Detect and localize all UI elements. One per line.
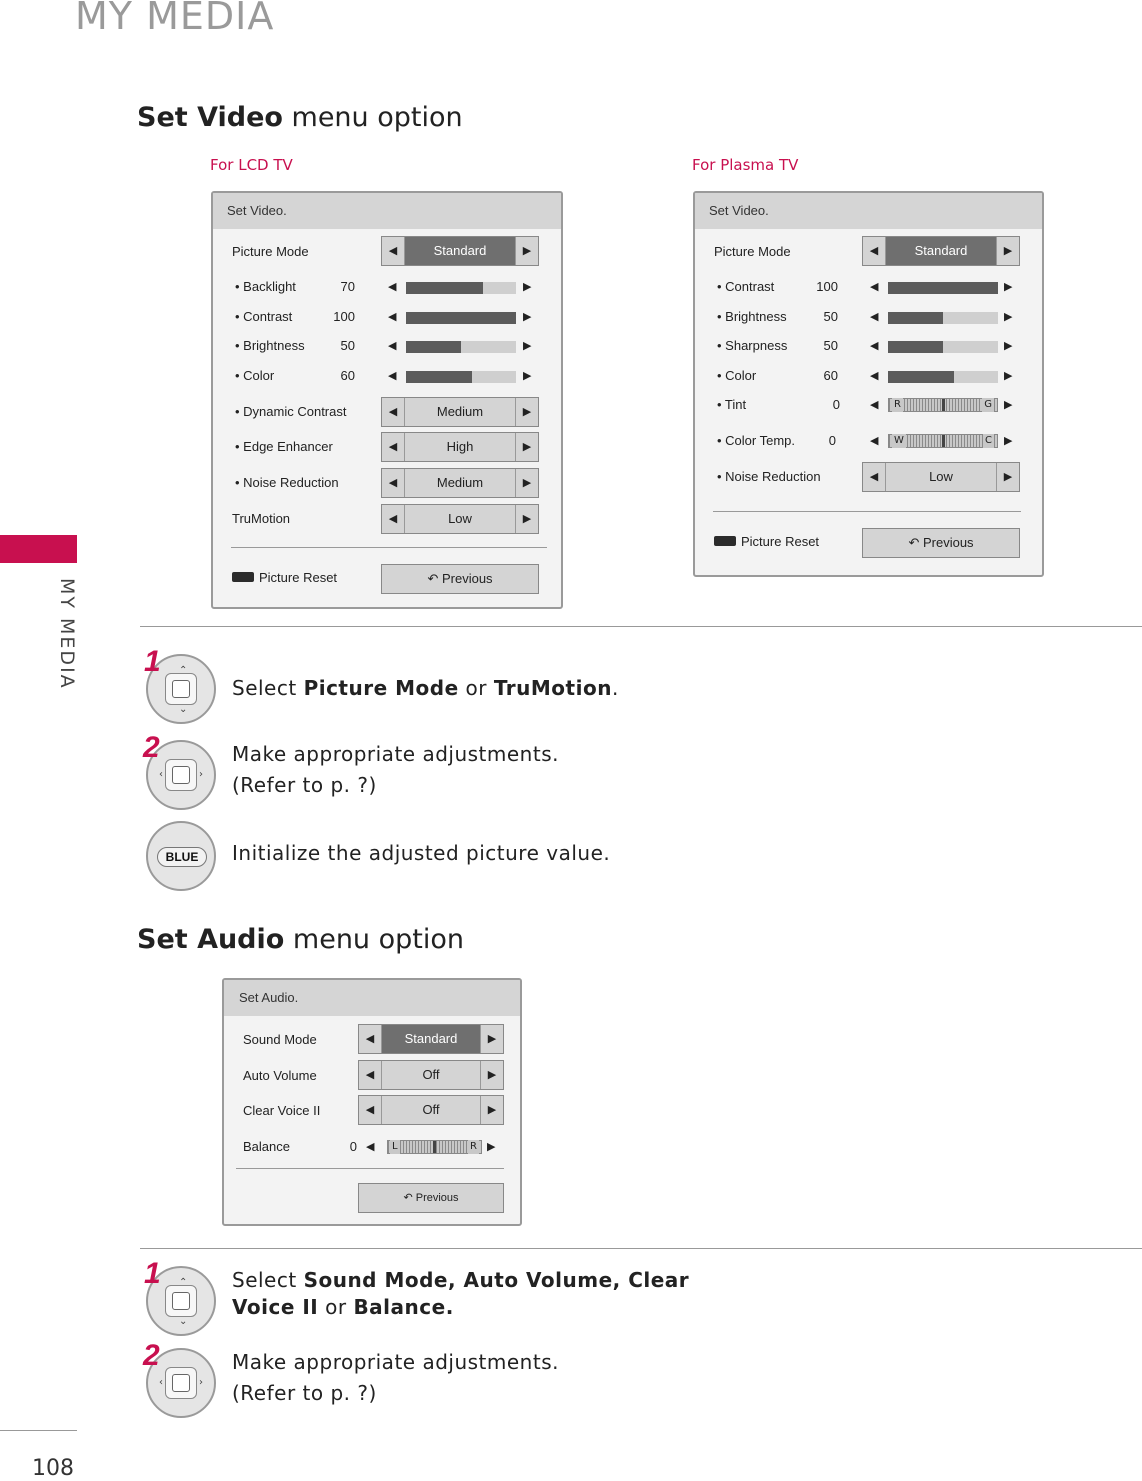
color-temp-value: 0 [828,433,836,448]
balance-scale[interactable] [387,1140,482,1154]
left-arrow-icon[interactable]: ◀ [870,398,879,411]
sound-mode-value: Standard [382,1025,480,1053]
trumotion-value: Low [448,511,472,526]
balance-label: Balance [243,1139,290,1154]
brightness-value: 50 [823,309,838,324]
contrast-slider[interactable] [406,312,516,324]
noise-reduction-value: Medium [436,475,484,490]
panel-divider [713,511,1021,512]
balance-value: 0 [349,1139,357,1154]
lcd-caption: For LCD TV [210,156,293,174]
left-arrow-icon[interactable]: ◀ [359,1061,382,1089]
noise-reduction-value: Low [929,469,953,484]
contrast-label: • Contrast [717,279,775,294]
contrast-value: 100 [816,279,838,294]
left-arrow-icon[interactable]: ◀ [382,398,405,426]
page-header-title: MY MEDIA [75,0,275,38]
left-arrow-icon[interactable]: ◀ [870,310,879,323]
right-arrow-icon[interactable]: ▶ [1004,434,1013,447]
sharpness-slider[interactable] [888,341,998,353]
right-arrow-icon[interactable]: ▶ [1004,369,1013,382]
right-chevron-icon: › [199,1377,203,1388]
backlight-label: • Backlight [235,279,296,294]
tint-label: • Tint [717,397,747,412]
blue-step-text: Initialize the adjusted picture value. [232,841,611,865]
left-arrow-icon[interactable]: ◀ [382,469,405,497]
video-step-1-text: Select Picture Mode or TruMotion. [232,676,619,700]
right-arrow-icon[interactable]: ▶ [523,339,532,352]
audio-step-2-text: Make appropriate adjustments. (Refer to p. ?) [232,1350,559,1405]
left-arrow-icon[interactable]: ◀ [863,463,886,491]
page-number: 108 [32,1456,74,1481]
previous-button[interactable]: ↶ Previous [862,528,1020,558]
down-chevron-icon: ⌄ [179,1316,188,1327]
step-number: 2 [143,731,160,764]
left-arrow-icon[interactable]: ◀ [388,310,397,323]
left-arrow-icon[interactable]: ◀ [359,1025,382,1053]
contrast-slider[interactable] [888,282,998,294]
slider-fill [888,282,998,294]
noise-reduction-selector[interactable] [862,462,1020,492]
side-section-label: MY MEDIA [56,578,78,690]
contrast-label: • Contrast [235,309,293,324]
ok-square-icon [172,1374,190,1392]
picture-mode-label: Picture Mode [232,244,309,259]
brightness-label: • Brightness [717,309,787,324]
slider-fill [406,371,472,383]
right-arrow-icon[interactable]: ▶ [480,1061,503,1089]
right-arrow-icon[interactable]: ▶ [515,433,538,461]
color-temp-scale[interactable] [888,434,998,448]
tint-scale[interactable] [888,398,998,412]
up-chevron-icon: ⌃ [179,1277,188,1288]
auto-volume-value: Off [422,1067,440,1082]
previous-button[interactable]: ↶ Previous [358,1183,504,1213]
auto-volume-selector[interactable] [358,1060,504,1090]
left-arrow-icon[interactable]: ◀ [382,433,405,461]
slider-fill [406,282,483,294]
brightness-slider[interactable] [406,341,516,353]
scale-left-label: R [894,399,901,410]
audio-step-1-text: Select Sound Mode, Auto Volume, Clear Voice II or Balance. [232,1268,690,1319]
right-arrow-icon[interactable]: ▶ [996,237,1019,265]
picture-mode-selector[interactable] [381,236,539,266]
slider-fill [888,312,943,324]
right-arrow-icon[interactable]: ▶ [523,310,532,323]
left-arrow-icon[interactable]: ◀ [870,280,879,293]
edge-enhancer-value: High [446,439,474,454]
left-arrow-icon[interactable]: ◀ [870,339,879,352]
dynamic-contrast-value: Medium [436,404,484,419]
trumotion-selector[interactable] [381,504,539,534]
left-arrow-icon[interactable]: ◀ [388,339,397,352]
right-arrow-icon[interactable]: ▶ [523,280,532,293]
tint-value: 0 [832,397,840,412]
video-step-2-text: Make appropriate adjustments. (Refer to p. ?) [232,742,559,797]
lcd-set-video-panel [211,191,563,609]
right-arrow-icon[interactable]: ▶ [480,1025,503,1053]
step-number: 2 [143,1339,160,1372]
left-arrow-icon[interactable]: ◀ [382,237,405,265]
slider-fill [888,371,954,383]
blue-button-icon [232,572,254,582]
plasma-caption: For Plasma TV [692,156,799,174]
sound-mode-label: Sound Mode [243,1032,317,1047]
slider-fill [406,312,516,324]
brightness-value: 50 [340,338,355,353]
right-arrow-icon[interactable]: ▶ [515,398,538,426]
clear-voice-label: Clear Voice II [243,1103,321,1118]
right-arrow-icon[interactable]: ▶ [1004,398,1013,411]
blue-button-icon [714,536,736,546]
panel-title: Set Audio. [239,990,299,1005]
color-slider[interactable] [888,371,998,383]
right-arrow-icon[interactable]: ▶ [515,505,538,533]
color-label: • Color [235,368,275,383]
scale-right-label: R [470,1141,477,1152]
panel-header [695,193,1042,229]
left-arrow-icon[interactable]: ◀ [388,369,397,382]
scale-right-label: G [984,399,992,410]
back-icon: ↶ [427,571,442,586]
scale-marker [942,399,945,411]
color-value: 60 [340,368,355,383]
section-divider [140,626,1142,627]
left-arrow-icon[interactable]: ◀ [359,1096,382,1124]
picture-reset-label[interactable]: Picture Reset [259,570,338,585]
brightness-label: • Brightness [235,338,305,353]
left-chevron-icon: ‹ [159,1377,163,1388]
noise-reduction-label: • Noise Reduction [717,469,821,484]
right-arrow-icon[interactable]: ▶ [523,369,532,382]
picture-mode-label: Picture Mode [714,244,791,259]
panel-divider [236,1168,504,1169]
brightness-slider[interactable] [888,312,998,324]
right-arrow-icon[interactable]: ▶ [1004,310,1013,323]
previous-button[interactable]: ↶ Previous [381,564,539,594]
panel-header [224,980,520,1016]
right-chevron-icon: › [199,769,203,780]
backlight-slider[interactable] [406,282,516,294]
picture-mode-value: Standard [405,237,515,265]
back-icon: ↶ [908,535,923,550]
back-icon: ↶ [403,1192,416,1204]
clear-voice-value: Off [422,1102,440,1117]
noise-reduction-selector[interactable] [381,468,539,498]
scale-right-label: C [985,435,992,446]
slider-fill [888,341,943,353]
scale-left-label: W [894,435,904,446]
dynamic-contrast-label: • Dynamic Contrast [235,404,347,419]
blue-key-icon [146,821,216,891]
side-tab-marker [0,535,77,563]
sound-mode-selector[interactable] [358,1024,504,1054]
color-value: 60 [823,368,838,383]
contrast-value: 100 [333,309,355,324]
right-arrow-icon[interactable]: ▶ [515,469,538,497]
noise-reduction-label: • Noise Reduction [235,475,339,490]
scale-marker [433,1141,436,1153]
ok-square-icon [172,766,190,784]
picture-reset-label[interactable]: Picture Reset [741,534,820,549]
ok-square-icon [172,1292,190,1310]
edge-enhancer-selector[interactable] [381,432,539,462]
right-arrow-icon[interactable]: ▶ [1004,339,1013,352]
panel-divider [231,547,547,548]
auto-volume-label: Auto Volume [243,1068,317,1083]
step-number: 1 [144,1257,161,1290]
left-arrow-icon[interactable]: ◀ [863,237,886,265]
dynamic-contrast-selector[interactable] [381,397,539,427]
color-slider[interactable] [406,371,516,383]
right-arrow-icon[interactable]: ▶ [1004,280,1013,293]
clear-voice-selector[interactable] [358,1095,504,1125]
scale-marker [942,435,945,447]
edge-enhancer-label: • Edge Enhancer [235,439,333,454]
right-arrow-icon[interactable]: ▶ [996,463,1019,491]
picture-mode-value: Standard [886,237,996,265]
left-arrow-icon[interactable]: ◀ [366,1140,375,1153]
left-arrow-icon[interactable]: ◀ [382,505,405,533]
down-chevron-icon: ⌄ [179,704,188,715]
left-arrow-icon[interactable]: ◀ [388,280,397,293]
panel-title: Set Video. [709,203,769,218]
left-arrow-icon[interactable]: ◀ [870,369,879,382]
plasma-set-video-panel [693,191,1044,577]
sharpness-value: 50 [823,338,838,353]
up-chevron-icon: ⌃ [179,665,188,676]
step-number: 1 [144,645,161,678]
set-audio-heading: Set Audio menu option [137,924,465,955]
slider-fill [406,341,461,353]
color-temp-label: • Color Temp. [717,433,796,448]
ok-square-icon [172,680,190,698]
section-divider [140,1248,1142,1249]
left-chevron-icon: ‹ [159,769,163,780]
trumotion-label: TruMotion [232,511,291,526]
right-arrow-icon[interactable]: ▶ [480,1096,503,1124]
set-audio-panel [222,978,522,1226]
sharpness-label: • Sharpness [717,338,788,353]
right-arrow-icon[interactable]: ▶ [487,1140,496,1153]
backlight-value: 70 [340,279,355,294]
blue-key-label: BLUE [157,847,207,867]
panel-header [213,193,561,229]
left-arrow-icon[interactable]: ◀ [870,434,879,447]
right-arrow-icon[interactable]: ▶ [515,237,538,265]
scale-left-label: L [392,1141,398,1152]
picture-mode-selector[interactable] [862,236,1020,266]
set-video-heading: Set Video menu option [137,102,463,133]
page-number-rule [0,1430,77,1431]
color-label: • Color [717,368,757,383]
panel-title: Set Video. [227,203,287,218]
